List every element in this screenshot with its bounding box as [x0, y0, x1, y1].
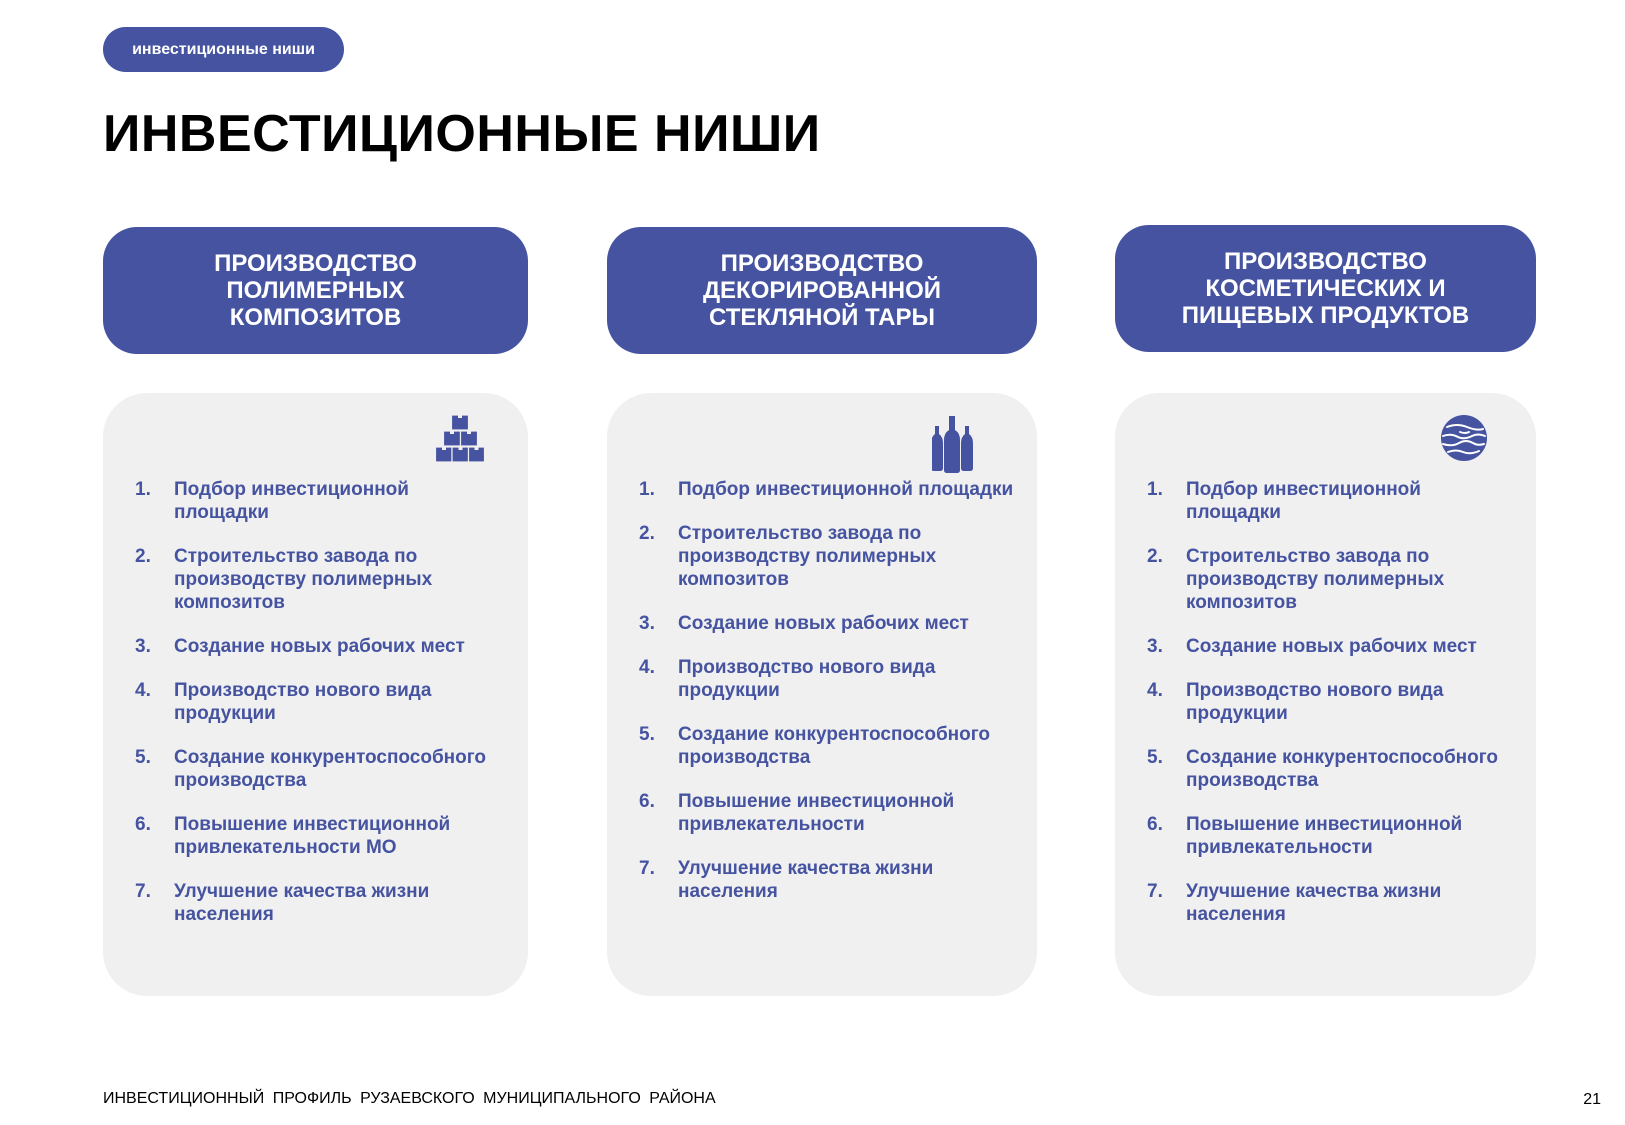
- item-number: 2.: [639, 523, 655, 544]
- item-number: 6.: [135, 814, 151, 835]
- niche-header: ПРОИЗВОДСТВО КОСМЕТИЧЕСКИХ И ПИЩЕВЫХ ПРОДУКТОВ: [1115, 225, 1536, 352]
- item-number: 3.: [135, 636, 151, 657]
- list-item: [639, 656, 1017, 702]
- item-text: Производство нового вида продукции: [174, 680, 432, 724]
- item-text: Улучшение качества жизни населения: [678, 858, 934, 902]
- list-item: [135, 545, 508, 614]
- item-text: Улучшение качества жизни населения: [1186, 881, 1442, 925]
- list-item: [1147, 746, 1516, 792]
- benefit-list: [1147, 478, 1516, 926]
- item-number: 5.: [135, 747, 151, 768]
- niche-header: ПРОИЗВОДСТВО ДЕКОРИРОВАННОЙ СТЕКЛЯНОЙ ТАРЫ: [607, 227, 1037, 354]
- item-text: Создание конкурентоспособного производства: [1186, 747, 1499, 791]
- list-item: [135, 746, 508, 792]
- glass-bottles-icon: [932, 414, 974, 474]
- niche-card: [607, 393, 1037, 996]
- item-text: Улучшение качества жизни населения: [174, 881, 430, 925]
- niche-card: [103, 393, 528, 996]
- list-item: [639, 857, 1017, 903]
- item-number: 4.: [1147, 680, 1163, 701]
- item-number: 2.: [1147, 546, 1163, 567]
- item-text: Создание конкурентоспособного производства: [174, 747, 487, 791]
- list-item: [135, 880, 508, 926]
- planet-swirl-icon: [1440, 414, 1488, 462]
- page-title: ИНВЕСТИЦИОННЫЕ НИШИ: [103, 105, 821, 163]
- item-text: Производство нового вида продукции: [1186, 680, 1444, 724]
- niche-header: ПРОИЗВОДСТВО ПОЛИМЕРНЫХ КОМПОЗИТОВ: [103, 227, 528, 354]
- list-item: [639, 723, 1017, 769]
- list-item: [1147, 679, 1516, 725]
- item-number: 1.: [135, 479, 151, 500]
- item-number: 3.: [1147, 636, 1163, 657]
- page-number: 21: [1583, 1091, 1601, 1108]
- list-item: [639, 790, 1017, 836]
- item-text: Создание новых рабочих мест: [678, 613, 969, 634]
- item-text: Подбор инвестиционной площадки: [1186, 479, 1421, 523]
- list-item: [135, 679, 508, 725]
- boxes-stack-icon: [435, 414, 485, 464]
- item-number: 5.: [1147, 747, 1163, 768]
- item-text: Строительство завода по производству полимерных композитов: [174, 546, 433, 613]
- item-text: Повышение инвестиционной привлекательности МО: [174, 814, 451, 858]
- item-number: 5.: [639, 724, 655, 745]
- item-text: Строительство завода по производству полимерных композитов: [1186, 546, 1445, 613]
- item-number: 4.: [639, 657, 655, 678]
- item-number: 6.: [1147, 814, 1163, 835]
- item-text: Строительство завода по производству полимерных композитов: [678, 523, 937, 590]
- section-badge: инвестиционные ниши: [103, 27, 344, 72]
- item-number: 6.: [639, 791, 655, 812]
- item-number: 1.: [639, 479, 655, 500]
- item-number: 7.: [135, 881, 151, 902]
- list-item: [135, 813, 508, 859]
- benefit-list: [135, 478, 508, 926]
- item-number: 4.: [135, 680, 151, 701]
- list-item: [1147, 478, 1516, 524]
- item-text: Повышение инвестиционной привлекательности: [1186, 814, 1463, 858]
- list-item: [639, 612, 1017, 635]
- item-text: Создание конкурентоспособного производства: [678, 724, 991, 768]
- list-item: [639, 522, 1017, 591]
- list-item: [1147, 635, 1516, 658]
- list-item: [1147, 813, 1516, 859]
- item-number: 7.: [1147, 881, 1163, 902]
- item-text: Создание новых рабочих мест: [1186, 636, 1477, 657]
- list-item: [1147, 545, 1516, 614]
- item-text: Подбор инвестиционной площадки: [678, 479, 1014, 500]
- item-number: 7.: [639, 858, 655, 879]
- item-text: Подбор инвестиционной площадки: [174, 479, 409, 523]
- item-text: Повышение инвестиционной привлекательности: [678, 791, 955, 835]
- item-number: 1.: [1147, 479, 1163, 500]
- list-item: [639, 478, 1017, 501]
- niche-card: [1115, 393, 1536, 996]
- list-item: [135, 478, 508, 524]
- benefit-list: [639, 478, 1017, 903]
- list-item: [1147, 880, 1516, 926]
- footer-title: ИНВЕСТИЦИОННЫЙ ПРОФИЛЬ РУЗАЕВСКОГО МУНИЦИПАЛЬНОГО РАЙОНА: [103, 1090, 716, 1107]
- list-item: [135, 635, 508, 658]
- item-text: Создание новых рабочих мест: [174, 636, 465, 657]
- item-number: 3.: [639, 613, 655, 634]
- item-text: Производство нового вида продукции: [678, 657, 936, 701]
- item-number: 2.: [135, 546, 151, 567]
